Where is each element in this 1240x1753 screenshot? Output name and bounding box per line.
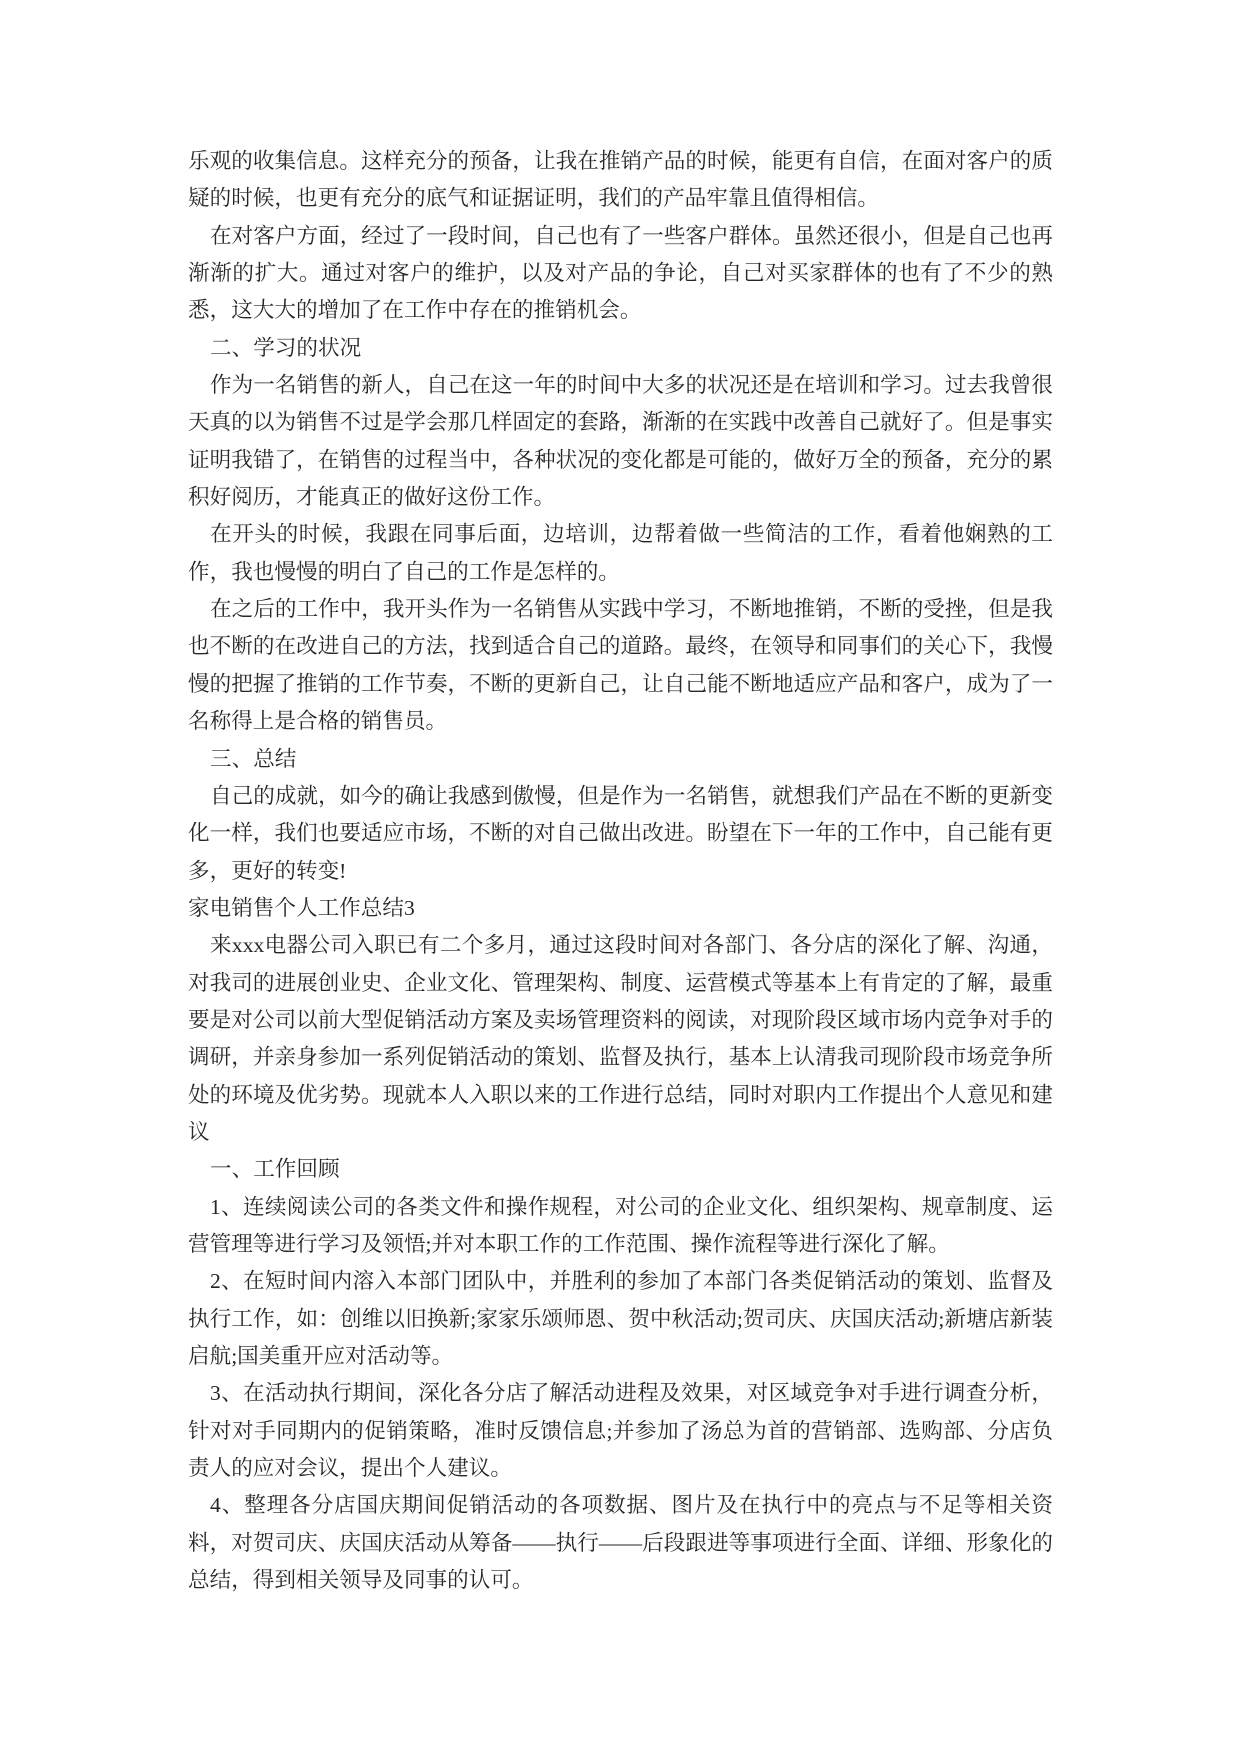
paragraph-item-3: 3、在活动执行期间，深化各分店了解活动进程及效果，对区域竞争对手进行调查分析，针对对手同期内的促销策略，准时反馈信息;并参加了汤总为首的营销部、选购部、分店负责人的应对会议，提出个人建议。 [188,1381,1053,1481]
paragraph-onboarding: 来xxx电器公司入职已有二个多月，通过这段时间对各部门、各分店的深化了解、沟通，对我司的进展创业史、企业文化、管理架构、制度、运营模式等基本上有肯定的了解，最重要是对公司以前大型促销活动方案及卖场管理资料的阅读，对现阶段区域市场内竞争对手的调研，并亲身参加一系列促销活动的策划、监督及执行，基本上认清我司现阶段市场竞争所处的环境及优劣势。现就本人入职以来的工作进行总结，同时对职内工作提出个人意见和建议 [188,933,1053,1144]
document-body [188,143,1053,1599]
section-heading-learning: 二、学习的状况 [210,335,362,360]
paragraph-item-1: 1、连续阅读公司的各类文件和操作规程，对公司的企业文化、组织架构、规章制度、运营管理等进行学习及领悟;并对本职工作的工作范围、操作流程等进行深化了解。 [188,1194,1053,1256]
paragraph-item-2: 2、在短时间内溶入本部门团队中，并胜利的参加了本部门各类促销活动的策划、监督及执行工作，如：创维以旧换新;家家乐颂师恩、贺中秋活动;贺司庆、庆国庆活动;新塘店新装启航;国美重开应对活动等。 [188,1269,1053,1368]
paragraph-achievement: 自己的成就，如今的确让我感到傲慢，但是作为一名销售，就想我们产品在不断的更新变化一样，我们也要适应市场，不断的对自己做出改进。盼望在下一年的工作中，自己能有更多，更好的转变! [188,783,1053,883]
paragraph-customers: 在对客户方面，经过了一段时间，自己也有了一些客户群体。虽然还很小，但是自己也再渐渐的扩大。通过对客户的维护，以及对产品的争论，自己对买家群体的也有了不少的熟悉，这大大的增加了在工作中存在的推销机会。 [188,223,1053,323]
paragraph-item-4: 4、整理各分店国庆期间促销活动的各项数据、图片及在执行中的亮点与不足等相关资料，对贺司庆、庆国庆活动从筹备——执行——后段跟进等事项进行全面、详细、形象化的总结，得到相关领导及同事的认可。 [188,1493,1053,1593]
paragraph-practice: 在之后的工作中，我开头作为一名销售从实践中学习，不断地推销，不断的受挫，但是我也不断的在改进自己的方法，找到适合自己的道路。最终，在领导和同事们的关心下，我慢慢的把握了推销的工作节奏，不断的更新自己，让自己能不断地适应产品和客户，成为了一名称得上是合格的销售员。 [188,597,1053,734]
section-heading-summary: 三、总结 [210,746,297,771]
section-heading-work-review: 一、工作回顾 [210,1157,340,1182]
doc-subtitle-part3: 家电销售个人工作总结3 [188,895,415,920]
paragraph-newcomer: 作为一名销售的新人，自己在这一年的时间中大多的状况还是在培训和学习。过去我曾很天真的以为销售不过是学会那几样固定的套路，渐渐的在实践中改善自己就好了。但是事实证明我错了，在销售的过程当中，各种状况的变化都是可能的，做好万全的预备，充分的累积好阅历，才能真正的做好这份工作。 [188,373,1053,510]
paragraph-beginning: 在开头的时候，我跟在同事后面，边培训，边帮着做一些简洁的工作，看着他娴熟的工作，我也慢慢的明白了自己的工作是怎样的。 [188,522,1053,584]
paragraph-continued: 乐观的收集信息。这样充分的预备，让我在推销产品的时候，能更有自信，在面对客户的质疑的时候，也更有充分的底气和证据证明，我们的产品牢靠且值得相信。 [188,149,1053,211]
